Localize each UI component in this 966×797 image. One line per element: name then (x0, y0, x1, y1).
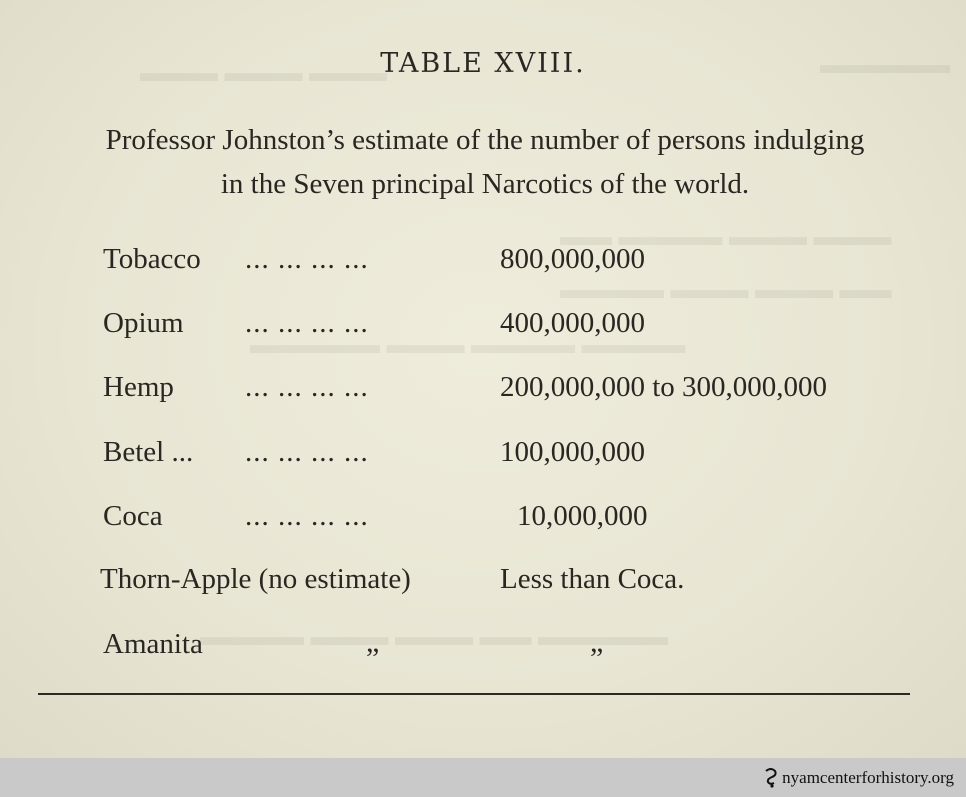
ditto-mark-right: ” (590, 642, 604, 675)
row-value: 200,000,000 to 300,000,000 (500, 371, 828, 403)
row-leader-dots: ... ... ... ... (245, 243, 369, 275)
credit-footer (0, 758, 966, 797)
row-leader-dots: ... ... ... ... (245, 371, 369, 403)
show-through-text: ▬▬▬▬▬ ▬▬▬ ▬▬▬▬ ▬▬▬▬ (250, 330, 686, 359)
row-name: Amanita (103, 628, 203, 660)
bottom-rule (38, 693, 910, 695)
credit-link[interactable] (763, 767, 954, 789)
row-value: 800,000,000 (500, 243, 645, 275)
ditto-mark-left: ” (366, 642, 380, 675)
caption-line-2: in the Seven principal Narcotics of the world. (220, 168, 750, 200)
row-name: Tobacco (103, 243, 201, 275)
table-caption (40, 118, 930, 206)
row-name: Opium (103, 307, 184, 339)
row-name: Thorn-Apple (no estimate) (100, 563, 411, 595)
row-value: 10,000,000 (517, 500, 648, 532)
show-through-text: ▬▬ ▬▬▬▬ ▬▬▬ ▬▬▬ (560, 222, 892, 251)
row-value: Less than Coca. (500, 563, 685, 595)
show-through-text: ▬▬▬▬ ▬▬▬ ▬▬▬ ▬▬ (560, 275, 892, 304)
nyam-logo-icon (763, 767, 779, 789)
show-through-text: ▬▬▬ ▬▬▬ ▬▬▬ (140, 58, 387, 87)
show-through-text: ▬▬▬▬ ▬▬▬ ▬▬▬ ▬▬ ▬▬▬▬▬ (200, 622, 668, 651)
row-name: Coca (103, 500, 163, 532)
row-leader-dots: ... ... ... ... (245, 436, 369, 468)
row-name: Hemp (103, 371, 174, 403)
row-leader-dots: ... ... ... ... (245, 500, 369, 532)
caption-line-1: Professor Johnston’s estimate of the number of persons indulging (105, 124, 865, 156)
table-title: TABLE XVIII. (380, 48, 586, 79)
row-value: 400,000,000 (500, 307, 645, 339)
row-leader-dots: ... ... ... ... (245, 307, 369, 339)
credit-text: nyamcenterforhistory.org (782, 768, 954, 787)
show-through-text: ▬▬▬▬▬ (820, 50, 950, 79)
row-value: 100,000,000 (500, 436, 645, 468)
row-name: Betel ... (103, 436, 194, 468)
